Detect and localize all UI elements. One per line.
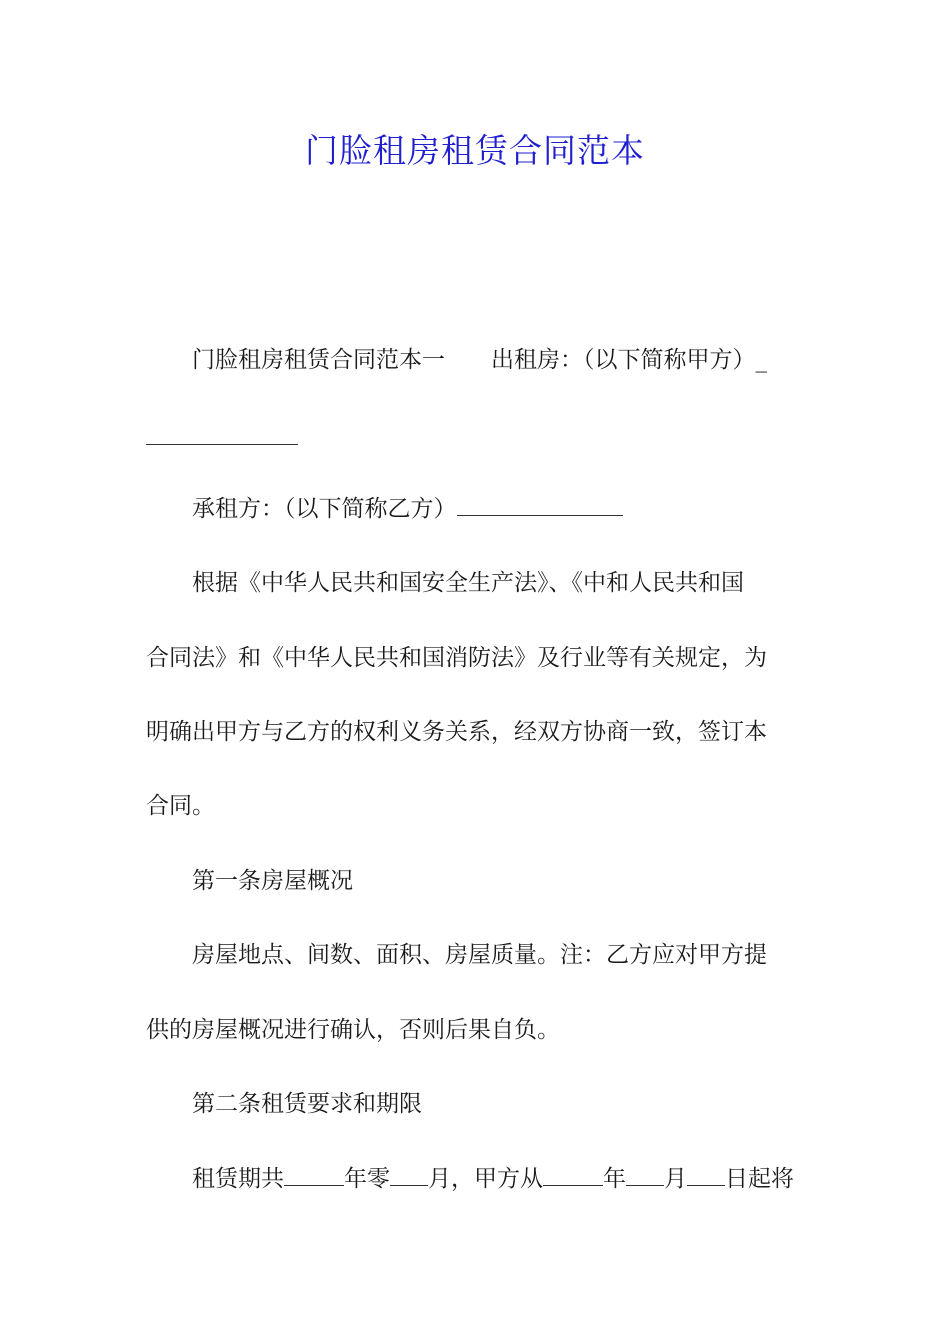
paragraph-line: 根据《中华人民共和国安全生产法》、《中和人民共和国 <box>192 570 744 596</box>
lessor-blank-line <box>146 420 816 456</box>
start-year-blank <box>543 1167 603 1186</box>
term-text: 日起将 <box>725 1166 794 1192</box>
paragraph-line: 合同法》和《中华人民共和国消防法》及行业等有关规定，为 <box>146 645 767 671</box>
lessor-blank <box>146 426 298 445</box>
lessee-label: 承租方：（以下简称乙方） <box>192 496 457 522</box>
paragraph-line: 房屋地点、间数、面积、房屋质量。注：乙方应对甲方提 <box>192 942 767 968</box>
start-month-blank <box>626 1167 664 1186</box>
lessee-line <box>192 491 816 527</box>
term-text: 年零 <box>344 1166 390 1192</box>
years-blank <box>284 1167 344 1186</box>
term-text: 年 <box>603 1166 626 1192</box>
paragraph-line: 合同。 <box>146 793 215 819</box>
article-one-heading: 第一条房屋概况 <box>192 868 353 894</box>
term-text: 租赁期共 <box>192 1166 284 1192</box>
term-line <box>192 1161 816 1197</box>
start-day-blank <box>687 1167 725 1186</box>
lessee-blank <box>457 497 623 516</box>
article-two-heading: 第二条租赁要求和期限 <box>192 1091 422 1117</box>
months-blank <box>390 1167 428 1186</box>
term-text: 月 <box>664 1166 687 1192</box>
lessor-label: 出租房：（以下简称甲方）_ <box>491 347 767 373</box>
document-title: 门脸租房租赁合同范本 <box>305 131 645 170</box>
lessor-line <box>192 342 816 378</box>
paragraph-line: 供的房屋概况进行确认，否则后果自负。 <box>146 1017 560 1043</box>
term-text: 月，甲方从 <box>428 1166 543 1192</box>
paragraph-line: 明确出甲方与乙方的权利义务关系，经双方协商一致，签订本 <box>146 719 767 745</box>
contract-heading: 门脸租房租赁合同范本一 <box>192 347 445 373</box>
